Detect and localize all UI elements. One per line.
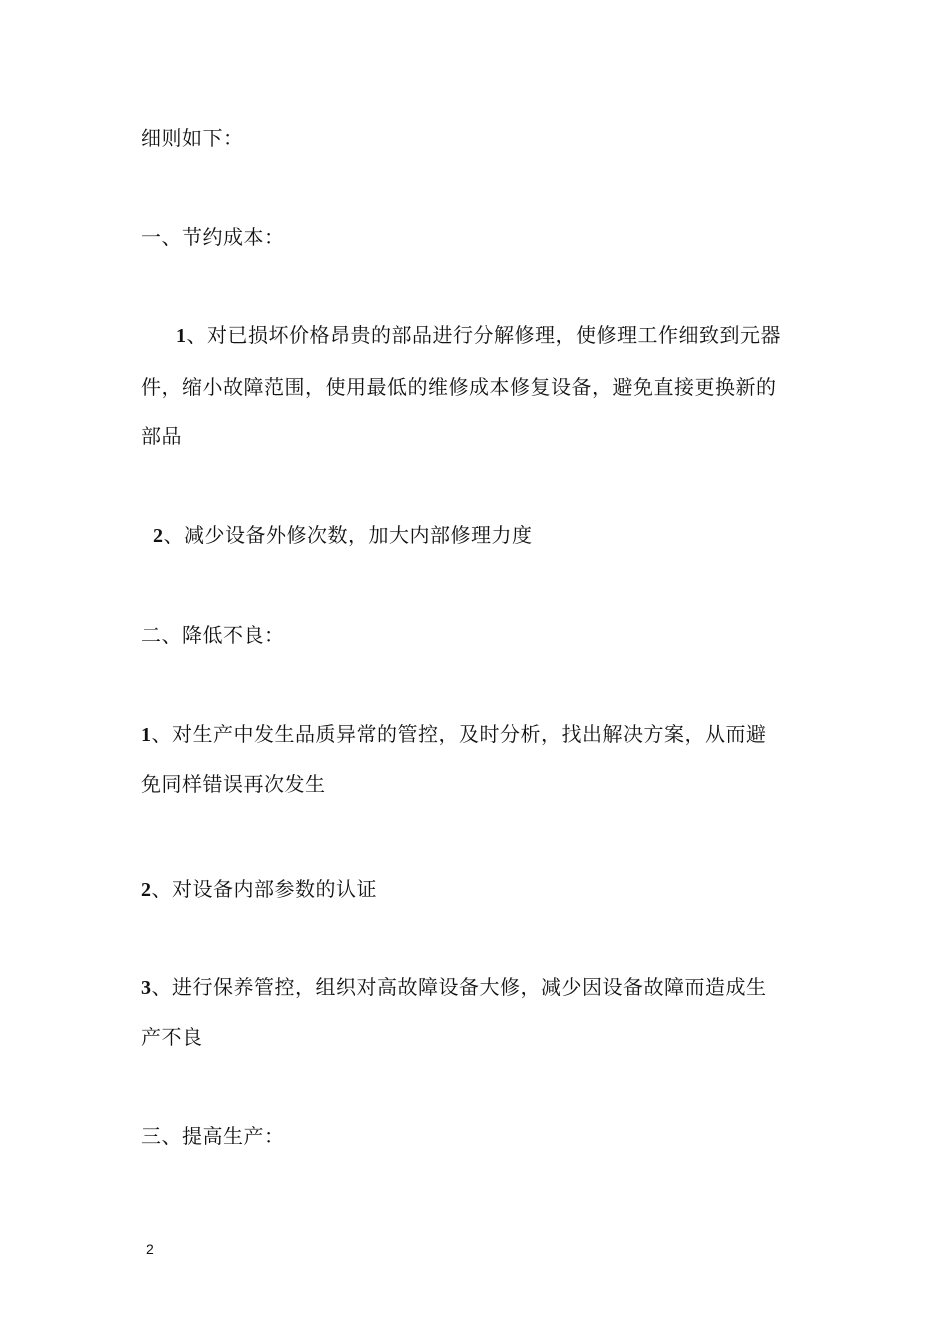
section1-item2 <box>153 522 533 549</box>
section3-heading: 三、提高生产： <box>141 1124 285 1148</box>
section1-item1-line1 <box>176 322 781 349</box>
section2-item1-line1 <box>141 721 767 748</box>
item-text: 、对设备内部参数的认证 <box>151 877 377 901</box>
section2-item3-line2: 产不良 <box>141 1025 203 1049</box>
item-number: 1 <box>176 325 187 347</box>
section2-item2 <box>141 876 377 903</box>
item-text: 、减少设备外修次数，加大内部修理力度 <box>163 523 533 547</box>
section1-heading: 一、节约成本： <box>141 225 285 249</box>
item-text: 、进行保养管控，组织对高故障设备大修，减少因设备故障而造成生 <box>151 975 767 999</box>
intro-text: 细则如下： <box>141 126 244 150</box>
page-number: 2 <box>146 1241 154 1257</box>
section1-item1-line3: 部品 <box>141 424 182 448</box>
item-text: 、对已损坏价格昂贵的部品进行分解修理，使修理工作细致到元器 <box>186 323 781 347</box>
item-number: 2 <box>153 525 164 547</box>
item-number: 2 <box>141 879 152 901</box>
section2-heading: 二、降低不良： <box>141 623 285 647</box>
item-text: 、对生产中发生品质异常的管控，及时分析，找出解决方案，从而避 <box>151 722 767 746</box>
item-number: 1 <box>141 724 152 746</box>
section1-item1-line2: 件，缩小故障范围，使用最低的维修成本修复设备，避免直接更换新的 <box>141 375 777 399</box>
item-number: 3 <box>141 977 152 999</box>
section2-item1-line2: 免同样错误再次发生 <box>141 772 326 796</box>
section2-item3-line1 <box>141 974 767 1001</box>
